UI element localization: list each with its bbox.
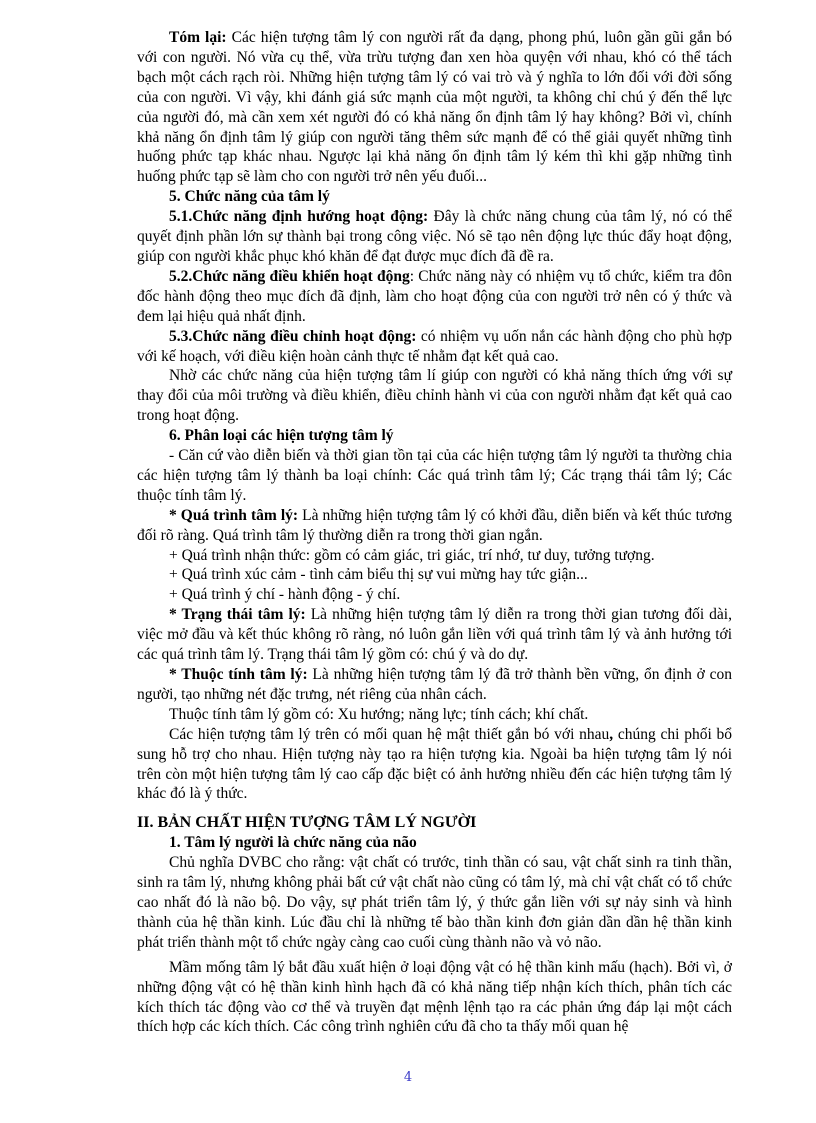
- process-item: + Quá trình xúc cảm - tình cảm biểu thị sự vui mừng hay tức giận...: [169, 566, 588, 584]
- process-item: + Quá trình nhận thức: gồm có cảm giác, tri giác, trí nhớ, tư duy, tưởng tượng.: [169, 546, 655, 564]
- section6-heading: 6. Phân loại các hiện tượng tâm lý: [169, 427, 394, 445]
- summary-lead: Tóm lại:: [169, 29, 227, 46]
- summary-text: Các hiện tượng tâm lý con người rất đa dạng, phong phú, luôn gần gũi gắn bó với con người. Nó vừa cụ thể, vừa trừu tượng đan xen hòa quyện với nhau, khó có thể tách bạch một cách rạch ròi. Những hiện tượng tâm lý có vai trò và ý nghĩa to lớn đối với đời sống của con người. Vì vậy, khi đánh giá sức mạnh của một người, ta không chỉ chú ý đến thể lực của người đó, mà cần xem xét người đó có khả năng ổn định tâm lý hay không? Bởi vì, chính khả năng ổn định tâm lý giúp con người tăng thêm sức mạnh để có thể giải quyết những tình huống phức tạp khác nhau. Ngược lại khả năng ổn định tâm lý kém thì khi gặp những tình huống phức tạp sẽ làm cho con người trở nên yếu đuối...: [137, 29, 733, 186]
- section51-paragraph: 5.1.Chức năng định hướng hoạt động: Đây là chức năng chung của tâm lý, nó có thể quyết định phần lớn sự thành bại trong công việc. Nó sẽ tạo nên động lực thúc đẩy hoạt động, giúp con người khắc phục khó khăn để đạt được mục đích đã đề ra.: [137, 208, 732, 265]
- document-page: [137, 28, 732, 1037]
- section6-closing: Các hiện tượng tâm lý trên có mối quan hệ mật thiết gắn bó với nhau, chúng chi phối bổ sung hỗ trợ cho nhau. Hiện tượng này tạo ra hiện tượng kia. Ngoài ba hiện tượng tâm lý nói trên còn một hiện tượng tâm lý cao cấp đặc biệt có ảnh hưởng nhiều đến các hiện tượng tâm lý khác đó là ý thức.: [137, 725, 732, 803]
- state-paragraph: * Trạng thái tâm lý: Là những hiện tượng tâm lý diễn ra trong thời gian tương đối dài, việc mở đầu và kết thúc không rõ ràng, nó luôn gắn liền với quá trình tâm lý và ảnh hưởng tới các quá trình tâm lý. Trạng thái tâm lý gồm có: chú ý và do dự.: [137, 606, 732, 664]
- summary-paragraph: [137, 28, 732, 187]
- part2-subheading: 1. Tâm lý người là chức năng của não: [169, 834, 417, 852]
- part2-paragraph: Chủ nghĩa DVBC cho rằng: vật chất có trước, tinh thần có sau, vật chất sinh ra tinh thần, sinh ra tâm lý, nhưng không phải bất cứ vật chất nào cũng có tâm lý, mà chỉ vật chất có tổ chức cao nhất đó là não bộ. Do vậy, sự phát triển tâm lý, ý thức gắn liền với sự nảy sinh và hình thành của hệ thần kinh. Lúc đầu chỉ là những tế bào thần kinh đơn giản dần dần hệ thần kinh phát triển thành một tổ chức ngày càng cao cuối cùng thành não và vỏ não.: [137, 854, 732, 951]
- part2-paragraph: Mầm mống tâm lý bắt đầu xuất hiện ở loại động vật có hệ thần kinh mấu (hạch). Bởi vì, ở những động vật có hệ thần kinh hình hạch đã có khả năng tiếp nhận kích thích, phân tích các kích thích tác động vào cơ thể và truyền đạt mệnh lệnh tạo ra các phản ứng đáp lại một cách thích hợp các kích thích. Các công trình nghiên cứu đã cho ta thấy mối quan hệ: [137, 958, 732, 1036]
- process-lead: * Quá trình tâm lý:: [169, 506, 299, 524]
- section5-heading: 5. Chức năng của tâm lý: [169, 188, 330, 206]
- attribute-lead: * Thuộc tính tâm lý:: [169, 666, 308, 683]
- section6-intro: - Căn cứ vào diễn biến và thời gian tồn tại của các hiện tượng tâm lý người ta thường chia các hiện tượng tâm lý thành ba loại chính: Các quá trình tâm lý; Các trạng thái tâm lý; Các thuộc tính tâm lý.: [137, 447, 732, 504]
- process-item: + Quá trình ý chí - hành động - ý chí.: [169, 586, 401, 604]
- attribute-list: Thuộc tính tâm lý gồm có: Xu hướng; năng lực; tính cách; khí chất.: [169, 705, 589, 723]
- section53-lead: 5.3.Chức năng điều chỉnh hoạt động:: [169, 327, 417, 345]
- page-number: 4: [403, 1070, 413, 1085]
- section52-paragraph: 5.2.Chức năng điều khiển hoạt động: Chức năng này có nhiệm vụ tổ chức, kiểm tra đôn đốc hành động theo mục đích đã định, làm cho hoạt động của con người trở nên có ý thức và đem lại hiệu quả nhất định.: [137, 267, 732, 325]
- process-paragraph: * Quá trình tâm lý: Là những hiện tượng tâm lý có khởi đầu, diễn biến và kết thúc tương đối rõ ràng. Quá trình tâm lý thường diễn ra trong thời gian ngắn.: [137, 506, 732, 544]
- part2-heading: II. BẢN CHẤT HIỆN TƯỢNG TÂM LÝ NGƯỜI: [137, 814, 477, 832]
- section5-conclusion: Nhờ các chức năng của hiện tượng tâm lí giúp con người có khả năng thích ứng với sự thay đổi của môi trường và điều khiển, điều chỉnh hành vi của con người nhằm đạt kết quả cao trong hoạt động.: [137, 367, 732, 425]
- section52-lead: 5.2.Chức năng điều khiển hoạt động: [169, 267, 410, 285]
- section51-lead: 5.1.Chức năng định hướng hoạt động:: [169, 208, 429, 226]
- section53-paragraph: 5.3.Chức năng điều chỉnh hoạt động: có nhiệm vụ uốn nắn các hành động cho phù hợp với kế hoạch, với điều kiện hoàn cảnh thực tế nhằm đạt kết quả cao.: [137, 327, 732, 365]
- state-lead: * Trạng thái tâm lý:: [169, 606, 306, 624]
- attribute-paragraph: * Thuộc tính tâm lý: Là những hiện tượng tâm lý đã trở thành bền vững, ổn định ở con người, tạo những nét đặc trưng, nét riêng của nhân cách.: [137, 666, 732, 703]
